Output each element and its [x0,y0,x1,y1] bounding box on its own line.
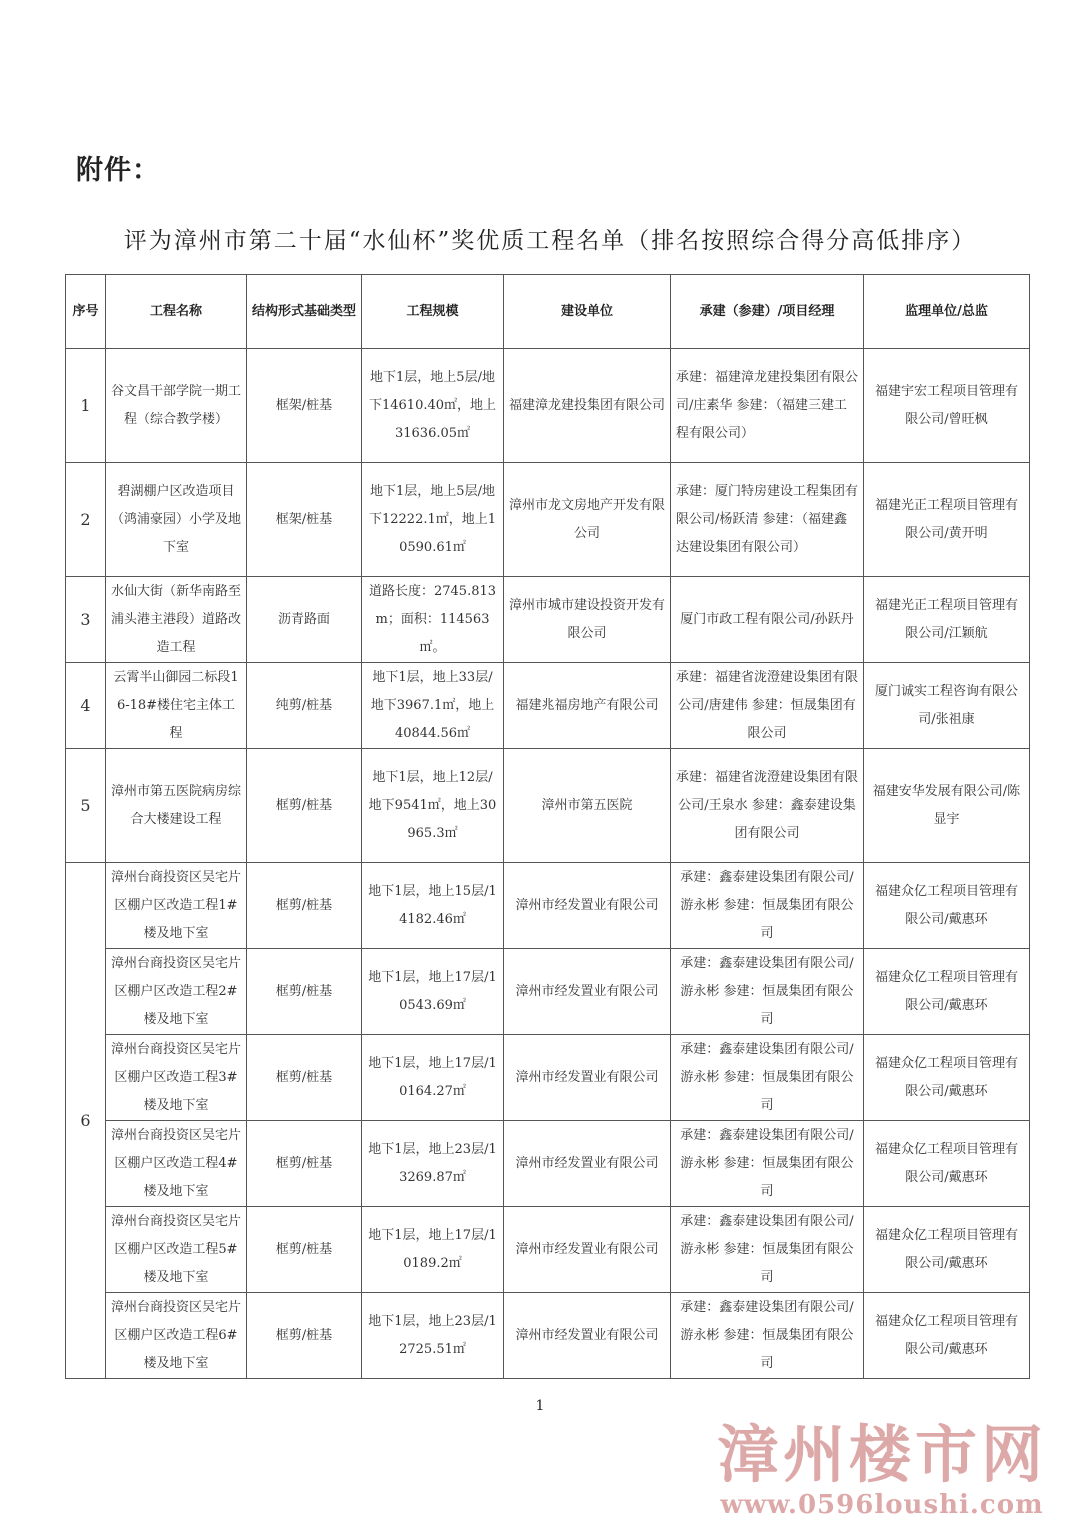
cell-supervisor: 福建宇宏工程项目管理有限公司/曾旺枫 [864,349,1030,463]
awards-table [65,274,1030,1379]
cell-name: 云霄半山御园二标段16-18#楼住宅主体工程 [106,663,247,749]
cell-structure: 纯剪/桩基 [247,663,362,749]
cell-supervisor: 福建众亿工程项目管理有限公司/戴惠环 [864,949,1030,1035]
table-row [66,949,1030,1035]
cell-name: 漳州台商投资区吴宅片区棚户区改造工程5#楼及地下室 [106,1207,247,1293]
cell-contractor: 承建：鑫泰建设集团有限公司/游永彬 参建：恒晟集团有限公司 [671,1293,864,1379]
table-row [66,463,1030,577]
header-supervisor: 监理单位/总监 [864,275,1030,349]
cell-owner: 漳州市经发置业有限公司 [504,1293,671,1379]
header-contractor: 承建（参建）/项目经理 [671,275,864,349]
watermark-url: www.0596loushi.com [720,1490,1044,1520]
cell-owner: 漳州市经发置业有限公司 [504,1207,671,1293]
table-row [66,863,1030,949]
cell-structure: 框剪/桩基 [247,949,362,1035]
cell-supervisor: 福建光正工程项目管理有限公司/江颖航 [864,577,1030,663]
cell-owner: 福建兆福房地产有限公司 [504,663,671,749]
cell-owner: 漳州市经发置业有限公司 [504,1121,671,1207]
table-row [66,1293,1030,1379]
cell-supervisor: 福建众亿工程项目管理有限公司/戴惠环 [864,1121,1030,1207]
header-structure: 结构形式基础类型 [247,275,362,349]
cell-seq: 4 [66,663,106,749]
cell-scale: 地下1层，地上12层/地下9541㎡，地上30965.3㎡ [362,749,504,863]
watermark-name: 漳州楼市网 [716,1418,1047,1491]
cell-scale: 地下1层，地上5层/地下14610.40㎡，地上31636.05㎡ [362,349,504,463]
cell-scale: 地下1层，地上17层/10543.69㎡ [362,949,504,1035]
header-name: 工程名称 [106,275,247,349]
cell-contractor: 承建：鑫泰建设集团有限公司/游永彬 参建：恒晟集团有限公司 [671,1121,864,1207]
cell-name: 碧湖棚户区改造项目（鸿浦豪园）小学及地下室 [106,463,247,577]
cell-contractor: 承建：鑫泰建设集团有限公司/游永彬 参建：恒晟集团有限公司 [671,1207,864,1293]
cell-supervisor: 福建安华发展有限公司/陈显宇 [864,749,1030,863]
cell-name: 漳州台商投资区吴宅片区棚户区改造工程2#楼及地下室 [106,949,247,1035]
table-row [66,749,1030,863]
table-row [66,1207,1030,1293]
cell-scale: 地下1层，地上23层/13269.87㎡ [362,1121,504,1207]
cell-supervisor: 福建众亿工程项目管理有限公司/戴惠环 [864,1293,1030,1379]
cell-contractor: 承建：鑫泰建设集团有限公司/游永彬 参建：恒晟集团有限公司 [671,863,864,949]
cell-scale: 地下1层，地上23层/12725.51㎡ [362,1293,504,1379]
cell-owner: 漳州市龙文房地产开发有限公司 [504,463,671,577]
cell-contractor: 承建：福建省泷澄建设集团有限公司/唐建伟 参建：恒晟集团有限公司 [671,663,864,749]
cell-supervisor: 福建光正工程项目管理有限公司/黄开明 [864,463,1030,577]
table-header-row [66,275,1030,349]
cell-scale: 地下1层，地上17层/10164.27㎡ [362,1035,504,1121]
cell-seq: 2 [66,463,106,577]
cell-seq: 6 [66,863,106,1379]
cell-structure: 沥青路面 [247,577,362,663]
table-row [66,349,1030,463]
cell-supervisor: 厦门诚实工程咨询有限公司/张祖康 [864,663,1030,749]
cell-name: 漳州市第五医院病房综合大楼建设工程 [106,749,247,863]
table-row [66,1121,1030,1207]
cell-owner: 漳州市第五医院 [504,749,671,863]
cell-name: 谷文昌干部学院一期工程（综合教学楼） [106,349,247,463]
cell-name: 漳州台商投资区吴宅片区棚户区改造工程4#楼及地下室 [106,1121,247,1207]
cell-scale: 地下1层，地上15层/14182.46㎡ [362,863,504,949]
cell-owner: 漳州市经发置业有限公司 [504,949,671,1035]
cell-scale: 地下1层，地上33层/地下3967.1㎡，地上40844.56㎡ [362,663,504,749]
cell-name: 漳州台商投资区吴宅片区棚户区改造工程3#楼及地下室 [106,1035,247,1121]
cell-structure: 框剪/桩基 [247,1207,362,1293]
header-scale: 工程规模 [362,275,504,349]
cell-contractor: 承建：厦门特房建设工程集团有限公司/杨跃清 参建：（福建鑫达建设集团有限公司） [671,463,864,577]
cell-supervisor: 福建众亿工程项目管理有限公司/戴惠环 [864,1207,1030,1293]
cell-seq: 3 [66,577,106,663]
cell-structure: 框架/桩基 [247,463,362,577]
cell-supervisor: 福建众亿工程项目管理有限公司/戴惠环 [864,1035,1030,1121]
cell-scale: 地下1层，地上17层/10189.2㎡ [362,1207,504,1293]
document-title: 评为漳州市第二十届“水仙杯”奖优质工程名单（排名按照综合得分高低排序） [123,228,977,254]
cell-name: 漳州台商投资区吴宅片区棚户区改造工程6#楼及地下室 [106,1293,247,1379]
cell-structure: 框剪/桩基 [247,1035,362,1121]
header-owner: 建设单位 [504,275,671,349]
cell-structure: 框剪/桩基 [247,749,362,863]
table-row [66,663,1030,749]
cell-contractor: 承建：福建漳龙建投集团有限公司/庄素华 参建：（福建三建工程有限公司） [671,349,864,463]
attachment-label: 附件： [76,155,160,186]
table-row [66,577,1030,663]
site-watermark [712,1420,1052,1520]
cell-scale: 地下1层，地上5层/地下12222.1㎡，地上10590.61㎡ [362,463,504,577]
cell-name: 水仙大街（新华南路至浦头港主港段）道路改造工程 [106,577,247,663]
cell-owner: 福建漳龙建投集团有限公司 [504,349,671,463]
header-seq: 序号 [66,275,106,349]
cell-structure: 框剪/桩基 [247,863,362,949]
cell-owner: 漳州市城市建设投资开发有限公司 [504,577,671,663]
cell-name: 漳州台商投资区吴宅片区棚户区改造工程1#楼及地下室 [106,863,247,949]
cell-contractor: 厦门市政工程有限公司/孙跃丹 [671,577,864,663]
cell-structure: 框架/桩基 [247,349,362,463]
cell-structure: 框剪/桩基 [247,1121,362,1207]
cell-contractor: 承建：福建省泷澄建设集团有限公司/王泉水 参建：鑫泰建设集团有限公司 [671,749,864,863]
table-row [66,1035,1030,1121]
cell-contractor: 承建：鑫泰建设集团有限公司/游永彬 参建：恒晟集团有限公司 [671,1035,864,1121]
cell-scale: 道路长度：2745.813m；面积：114563㎡。 [362,577,504,663]
cell-owner: 漳州市经发置业有限公司 [504,1035,671,1121]
cell-seq: 5 [66,749,106,863]
page-number: 1 [535,1398,545,1414]
cell-contractor: 承建：鑫泰建设集团有限公司/游永彬 参建：恒晟集团有限公司 [671,949,864,1035]
cell-owner: 漳州市经发置业有限公司 [504,863,671,949]
cell-seq: 1 [66,349,106,463]
cell-supervisor: 福建众亿工程项目管理有限公司/戴惠环 [864,863,1030,949]
cell-structure: 框剪/桩基 [247,1293,362,1379]
